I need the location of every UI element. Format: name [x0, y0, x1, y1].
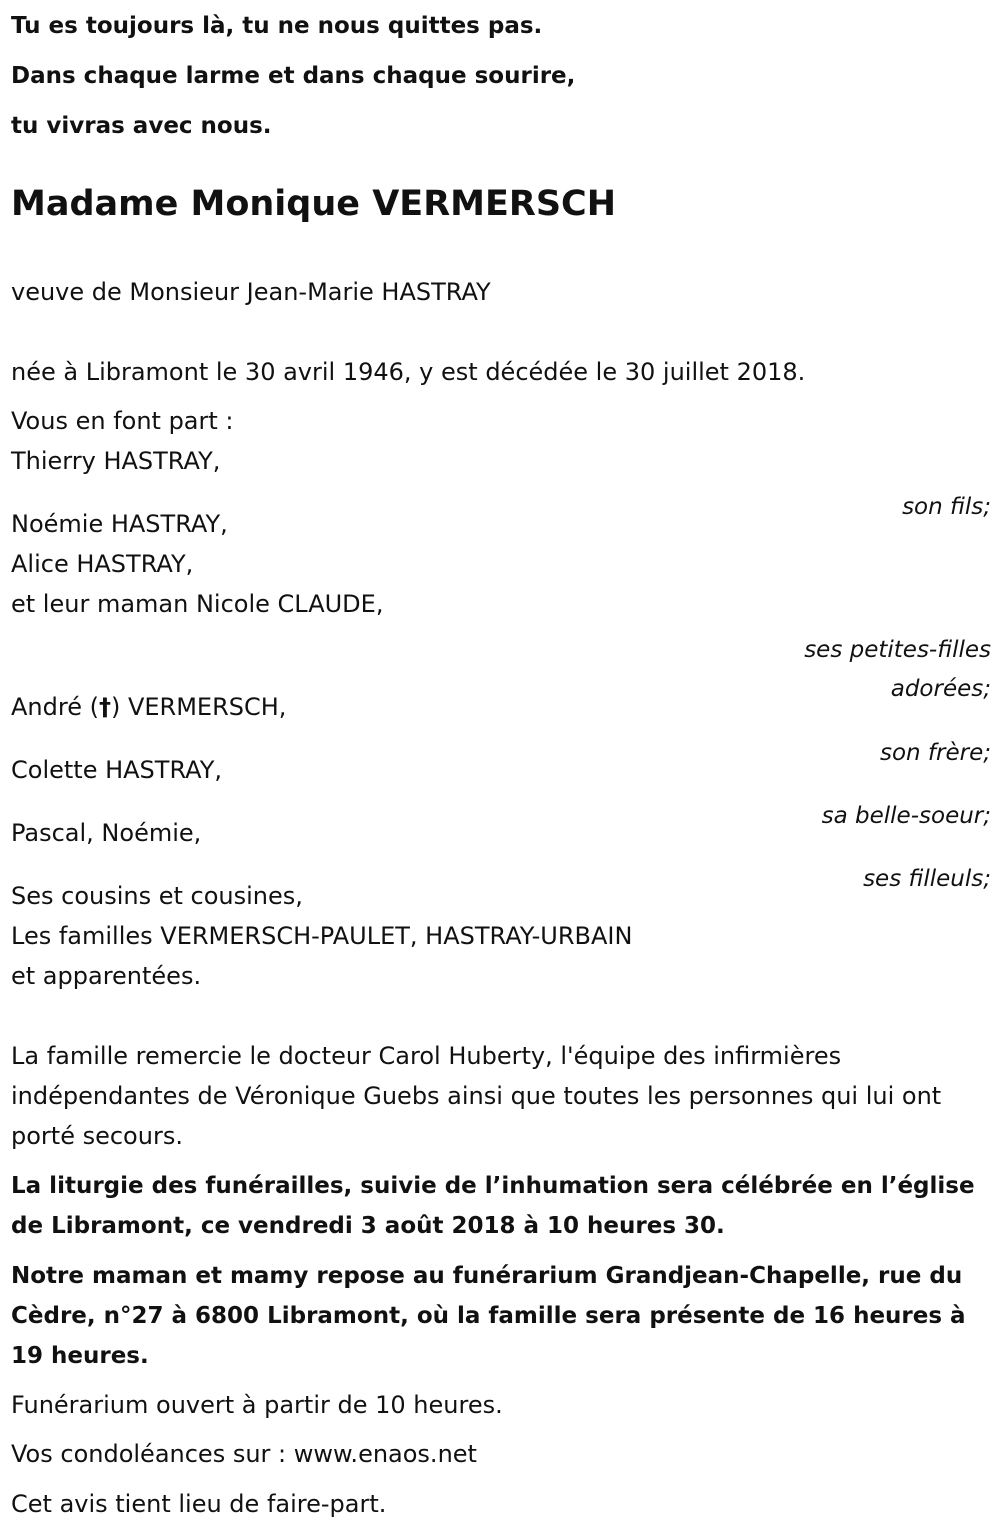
- granddaughters-mother: et leur maman Nicole CLAUDE,: [11, 590, 384, 618]
- brother-relation: son frère;: [879, 740, 991, 766]
- liturgy-paragraph: La liturgie des funérailles, suivie de l’inhumation sera célébrée en l’église de Libramont, ce vendredi 3 août 2018 à 10 heures 30.: [11, 1173, 975, 1239]
- godchildren-names: Pascal, Noémie,: [11, 819, 202, 847]
- godchildren-relation: ses filleuls;: [863, 866, 991, 892]
- deceased-name-title: Madame Monique VERMERSCH: [11, 184, 617, 224]
- poem-line-1: Tu es toujours là, tu ne nous quittes pas.: [11, 13, 543, 39]
- spouse-line: veuve de Monsieur Jean-Marie HASTRAY: [11, 278, 491, 306]
- granddaughter-1-name: Noémie HASTRAY,: [11, 510, 228, 538]
- poem-line-3: tu vivras avec nous.: [11, 113, 272, 139]
- families-line: Les familles VERMERSCH-PAULET, HASTRAY-URBAIN: [11, 922, 633, 950]
- cousins-line: Ses cousins et cousines,: [11, 882, 303, 910]
- poem-line-2: Dans chaque larme et dans chaque sourire,: [11, 63, 576, 89]
- granddaughters-relation-line-2: adorées;: [890, 676, 991, 702]
- birth-death-line: née à Libramont le 30 avril 1946, y est décédée le 30 juillet 2018.: [11, 358, 806, 386]
- brother-name: [11, 687, 286, 727]
- sister-in-law-relation: sa belle-soeur;: [821, 803, 991, 829]
- funerarium-paragraph: Notre maman et mamy repose au funérarium Grandjean-Chapelle, rue du Cèdre, n°27 à 6800 Libramont, où la famille sera présente de 16 heures à 19 heures.: [11, 1263, 966, 1369]
- notice-line: Cet avis tient lieu de faire-part.: [11, 1490, 387, 1518]
- granddaughters-relation-line-1: ses petites-filles: [804, 637, 991, 663]
- related-line: et apparentées.: [11, 962, 202, 990]
- brother-first-name: André (: [11, 693, 99, 721]
- opening-hours-line: Funérarium ouvert à partir de 10 heures.: [11, 1391, 503, 1419]
- son-name: Thierry HASTRAY,: [11, 447, 221, 475]
- condolences-line: Vos condoléances sur : www.enaos.net: [11, 1440, 477, 1468]
- announcement-intro: Vous en font part :: [11, 407, 234, 435]
- son-relation: son fils;: [902, 494, 991, 520]
- obituary-page: [11, 0, 991, 1518]
- poem: [11, 1, 991, 151]
- brother-last-name: ) VERMERSCH,: [110, 693, 287, 721]
- thanks-paragraph: La famille remercie le docteur Carol Huberty, l'équipe des infirmières indépendantes de Véronique Guebs ainsi que toutes les personnes qui lui ont porté secours.: [11, 1042, 942, 1150]
- granddaughter-2-name: Alice HASTRAY,: [11, 550, 194, 578]
- sister-in-law-name: Colette HASTRAY,: [11, 756, 222, 784]
- cross-icon: †: [98, 693, 111, 721]
